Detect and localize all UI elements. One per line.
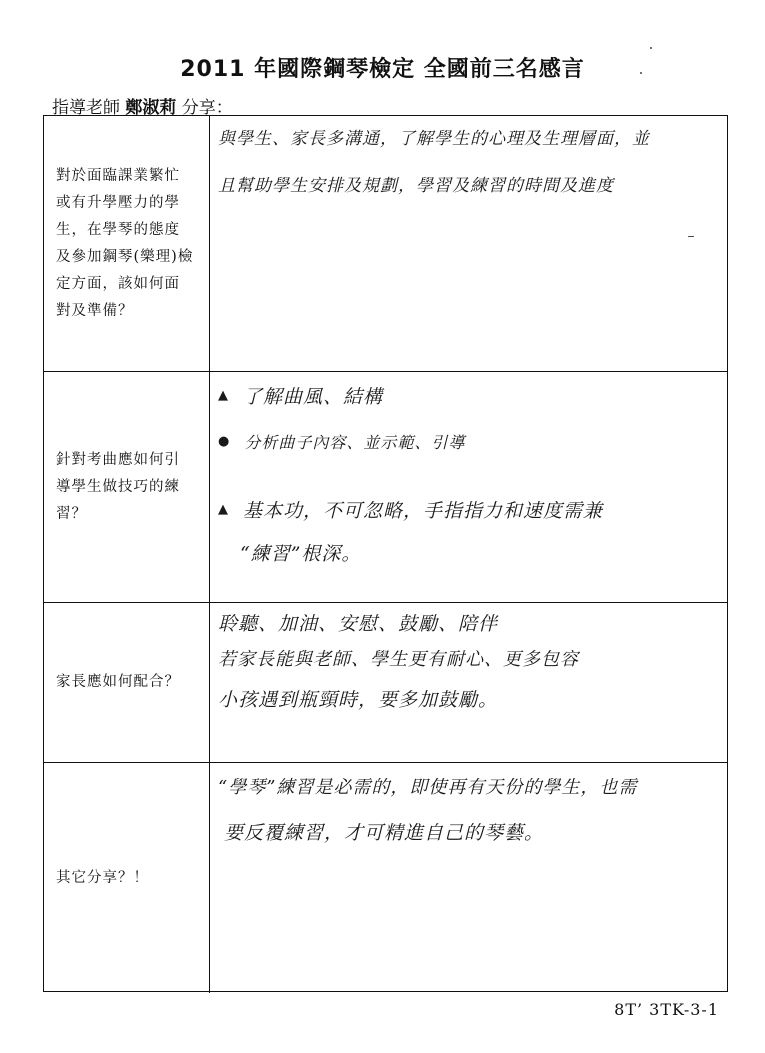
form-code: 8T’ 3TK-3-1 <box>614 1000 719 1019</box>
question-cell <box>44 603 210 762</box>
question-cell <box>44 372 210 602</box>
scan-speck <box>640 72 642 74</box>
share-label: 分享： <box>181 98 233 118</box>
qa-form <box>43 115 728 992</box>
page-title: 2011 年國際鋼琴檢定 全國前三名感言 <box>180 57 585 82</box>
triangle-bullet-icon: ▲ <box>218 502 229 517</box>
answer-line: ▲ 了解曲風、結構 <box>218 386 384 408</box>
answer-line: ● 分析曲子內容、並示範、引導 <box>218 433 466 452</box>
scan-speck <box>688 236 694 237</box>
dot-bullet-icon: ● <box>218 434 231 449</box>
answer-cell <box>210 763 727 993</box>
answer-line: 要反覆練習，才可精進自己的琴藝。 <box>224 822 545 844</box>
teacher-name: 鄭淑莉 <box>125 98 177 118</box>
answer-line: 若家長能與老師、學生更有耐心、更多包容 <box>218 649 579 670</box>
answer-line: 與學生、家長多溝通，了解學生的心理及生理層面，並 <box>218 129 650 149</box>
answer-line: “練習”根深。 <box>240 543 362 565</box>
question-text: 對於面臨課業繁忙或有升學壓力的學生，在學琴的態度及參加鋼琴(樂理)檢定方面，該如何面對及準備？ <box>56 167 194 319</box>
answer-cell <box>210 603 727 762</box>
qa-row-technique <box>44 372 727 603</box>
answer-line: 且幫助學生安排及規劃，學習及練習的時間及進度 <box>218 176 614 196</box>
answer-line: 聆聽、加油、安慰、鼓勵、陪伴 <box>218 613 499 635</box>
answer-line: ▲ 基本功，不可忽略，手指指力和速度需兼 <box>218 500 604 522</box>
scan-speck <box>650 47 652 49</box>
teacher-label: 指導老師 <box>52 98 120 118</box>
qa-row-study-pressure <box>44 116 727 372</box>
question-text: 針對考曲應如何引導學生做技巧的練習？ <box>56 451 180 522</box>
qa-row-parents <box>44 603 727 763</box>
question-cell <box>44 116 210 371</box>
triangle-bullet-icon: ▲ <box>218 388 229 403</box>
question-cell <box>44 763 210 993</box>
answer-cell <box>210 372 727 602</box>
qa-row-other <box>44 763 727 993</box>
answer-line: “學琴”練習是必需的，即使再有天份的學生，也需 <box>218 777 638 798</box>
question-text: 家長應如何配合？ <box>56 674 180 690</box>
answer-line: 小孩遇到瓶頸時，要多加鼓勵。 <box>218 689 499 711</box>
question-text: 其它分享？！ <box>56 869 149 886</box>
answer-cell <box>210 116 727 371</box>
